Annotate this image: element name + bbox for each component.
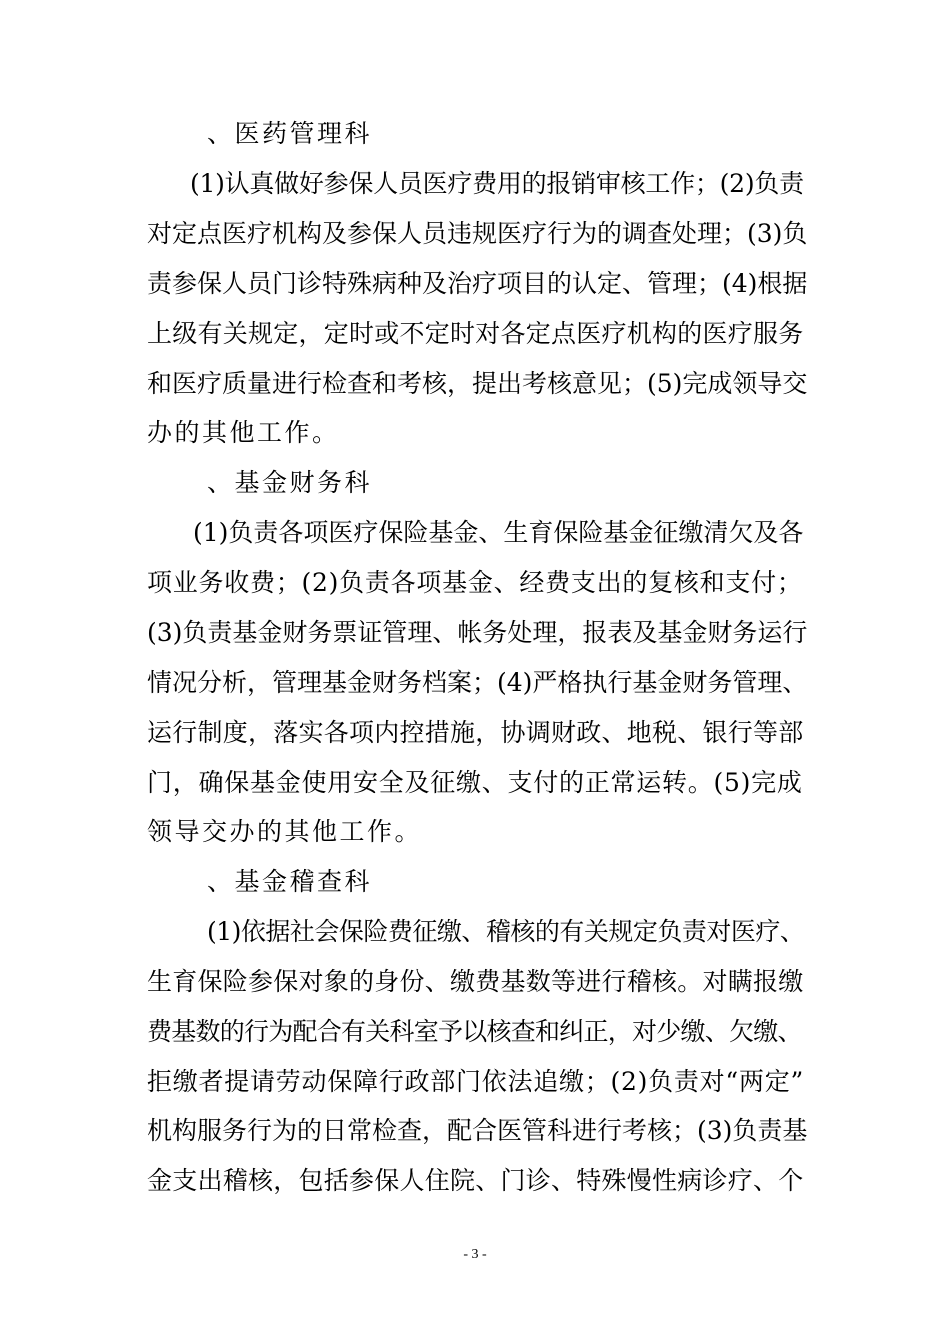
section-heading-fund-finance: 、基金财务科 [207, 468, 373, 497]
paragraph-line: 项业务收费；(2)负责各项基金、经费支出的复核和支付； [147, 568, 803, 597]
paragraph-line: 门，确保基金使用安全及征缴、支付的正常运转。(5)完成 [147, 768, 803, 797]
paragraph-line: 和医疗质量进行检查和考核，提出考核意见；(5)完成领导交 [147, 369, 808, 398]
paragraph-line: 费基数的行为配合有关科室予以核查和纠正，对少缴、欠缴、 [147, 1017, 802, 1046]
paragraph-line: 生育保险参保对象的身份、缴费基数等进行稽核。对瞒报缴 [147, 967, 804, 996]
paragraph-line: 办的其他工作。 [147, 418, 340, 447]
paragraph-line: 上级有关规定，定时或不定时对各定点医疗机构的医疗服务 [147, 319, 804, 348]
paragraph-line: (1)负责各项医疗保险基金、生育保险基金征缴清欠及各 [193, 518, 804, 547]
paragraph-line: 责参保人员门诊特殊病种及治疗项目的认定、管理；(4)根据 [147, 269, 808, 298]
paragraph-line: 领导交办的其他工作。 [147, 817, 423, 846]
paragraph-line: (1)认真做好参保人员医疗费用的报销审核工作；(2)负责 [190, 169, 804, 198]
page-number: - 3 - [463, 1247, 487, 1262]
paragraph-line: (1)依据社会保险费征缴、稽核的有关规定负责对医疗、 [207, 917, 805, 946]
paragraph-line: 机构服务行为的日常检查，配合医管科进行考核；(3)负责基 [147, 1116, 808, 1145]
section-heading-fund-audit: 、基金稽查科 [207, 867, 373, 896]
paragraph-line: 金支出稽核，包括参保人住院、门诊、特殊慢性病诊疗、个 [147, 1166, 804, 1195]
paragraph-line: 对定点医疗机构及参保人员违规医疗行为的调查处理；(3)负 [147, 219, 808, 248]
paragraph-line: 拒缴者提请劳动保障行政部门依法追缴；(2)负责对“两定” [147, 1067, 804, 1096]
section-heading-medical-management: 、医药管理科 [207, 119, 373, 148]
paragraph-line: (3)负责基金财务票证管理、帐务处理，报表及基金财务运行 [147, 618, 808, 647]
paragraph-line: 情况分析，管理基金财务档案；(4)严格执行基金财务管理、 [147, 668, 808, 697]
paragraph-line: 运行制度，落实各项内控措施，协调财政、地税、银行等部 [147, 718, 804, 747]
